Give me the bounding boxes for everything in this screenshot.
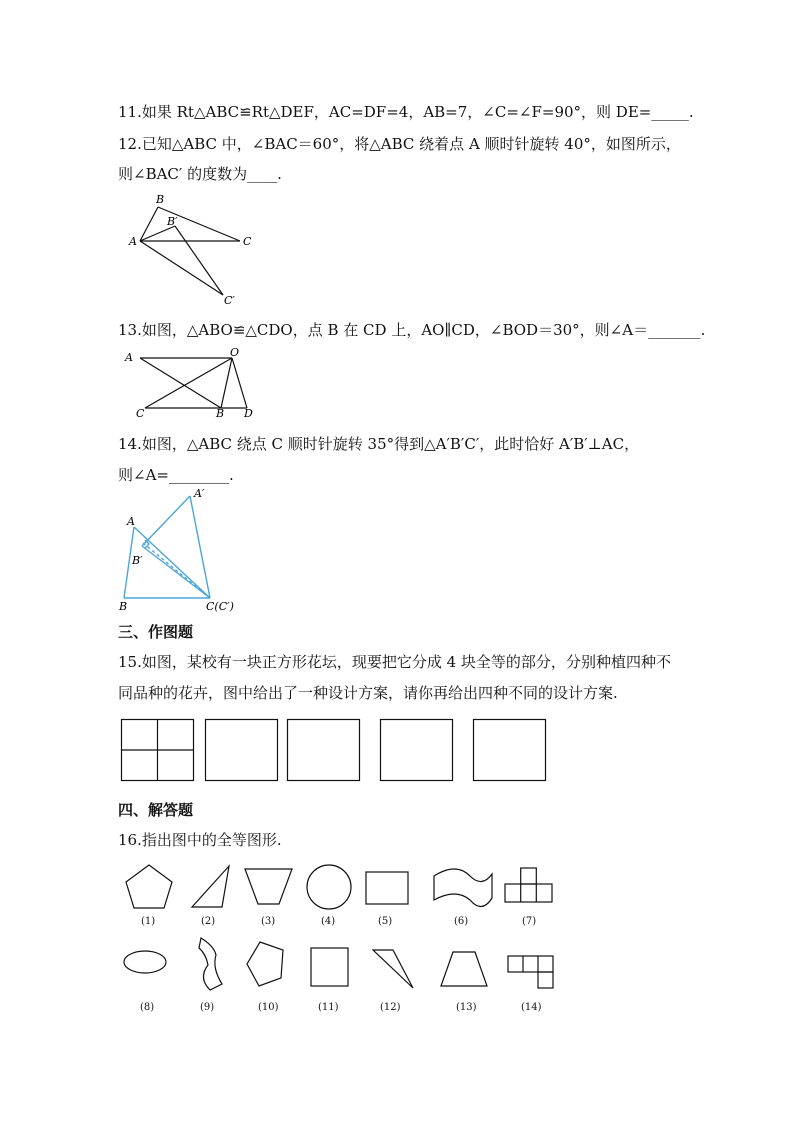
question-15-line2: 同品种的花卉，图中给出了一种设计方案，请你再给出四种不同的设计方案. (118, 684, 618, 702)
figure-15-square-designs (121, 719, 551, 783)
label-B: B (216, 407, 225, 420)
label-B-prime: B′ (132, 554, 143, 567)
label-A: A (127, 515, 135, 528)
caption-5: (5) (378, 916, 393, 927)
figure-14-rotation (118, 488, 258, 614)
label-B: B (119, 600, 128, 613)
square-blank-3 (381, 720, 453, 781)
caption-9: (9) (200, 1002, 215, 1013)
square-blank-2 (288, 720, 360, 781)
label-B-prime: B′ (167, 215, 178, 228)
label-A-prime: A′ (194, 487, 205, 500)
caption-14: (14) (521, 1002, 542, 1013)
shape-13-trapezoid (441, 952, 487, 986)
shape-8-ellipse (124, 951, 166, 973)
label-B: B (156, 193, 165, 206)
caption-11: (11) (318, 1002, 339, 1013)
question-12-line1: 12.已知△ABC 中，∠BAC＝60°，将△ABC 绕着点 A 顺时针旋转 40°，如图所示， (118, 135, 681, 153)
figure-12-rotation (120, 192, 270, 307)
caption-3: (3) (261, 916, 276, 927)
label-C: C (136, 407, 145, 420)
label-A: A (125, 351, 133, 364)
label-D: D (244, 407, 253, 420)
question-14-line2: 则∠A=________. (118, 466, 234, 484)
shape-2-thin-triangle (192, 866, 229, 907)
label-A: A (129, 235, 137, 248)
caption-7: (7) (522, 916, 537, 927)
question-13: 13.如图，△ABO≌△CDO，点 B 在 CD 上，AO∥CD，∠BOD＝30°，则∠A＝_______. (118, 321, 706, 339)
shape-3-trapezoid (245, 869, 292, 904)
caption-1: (1) (141, 916, 156, 927)
shape-6-wavy-band (434, 869, 492, 907)
caption-2: (2) (201, 916, 216, 927)
square-blank-1 (206, 720, 278, 781)
shape-4-circle (307, 865, 351, 909)
shape-7-cross-grid (505, 868, 552, 902)
figure-13-congruent-triangles (120, 347, 270, 422)
square-blank-4 (474, 720, 546, 781)
shape-11-square (311, 948, 348, 986)
shape-14-cross-grid (508, 956, 553, 988)
shape-5-rectangle (366, 872, 408, 904)
caption-4: (4) (321, 916, 336, 927)
caption-8: (8) (140, 1002, 155, 1013)
caption-12: (12) (380, 1002, 401, 1013)
caption-6: (6) (454, 916, 469, 927)
label-O: O (230, 346, 240, 359)
question-11: 11.如果 Rt△ABC≌Rt△DEF，AC=DF=4，AB=7，∠C=∠F=90°，则 DE=_____. (118, 103, 694, 121)
shape-9-wavy-band (199, 938, 222, 990)
label-C-prime: C′ (224, 294, 235, 307)
label-C: C(C′) (206, 600, 234, 613)
shape-1-pentagon (126, 865, 172, 908)
label-C: C (243, 235, 252, 248)
caption-10: (10) (258, 1002, 279, 1013)
section-heading-drawing: 三、作图题 (118, 623, 194, 641)
question-15-line1: 15.如图，某校有一块正方形花坛，现要把它分成 4 块全等的部分，分别种植四种不 (118, 653, 671, 671)
shape-12-thin-triangle (373, 950, 413, 988)
section-heading-answer: 四、解答题 (118, 801, 194, 819)
question-12-line2: 则∠BAC′ 的度数为____. (118, 165, 282, 183)
question-16: 16.指出图中的全等图形. (118, 831, 282, 849)
question-14-line1: 14.如图，△ABC 绕点 C 顺时针旋转 35°得到△A′B′C′，此时恰好 A′B′⊥AC， (118, 435, 640, 453)
figure-16-shapes (118, 858, 563, 1018)
caption-13: (13) (456, 1002, 477, 1013)
shape-10-pentagon (247, 942, 283, 986)
